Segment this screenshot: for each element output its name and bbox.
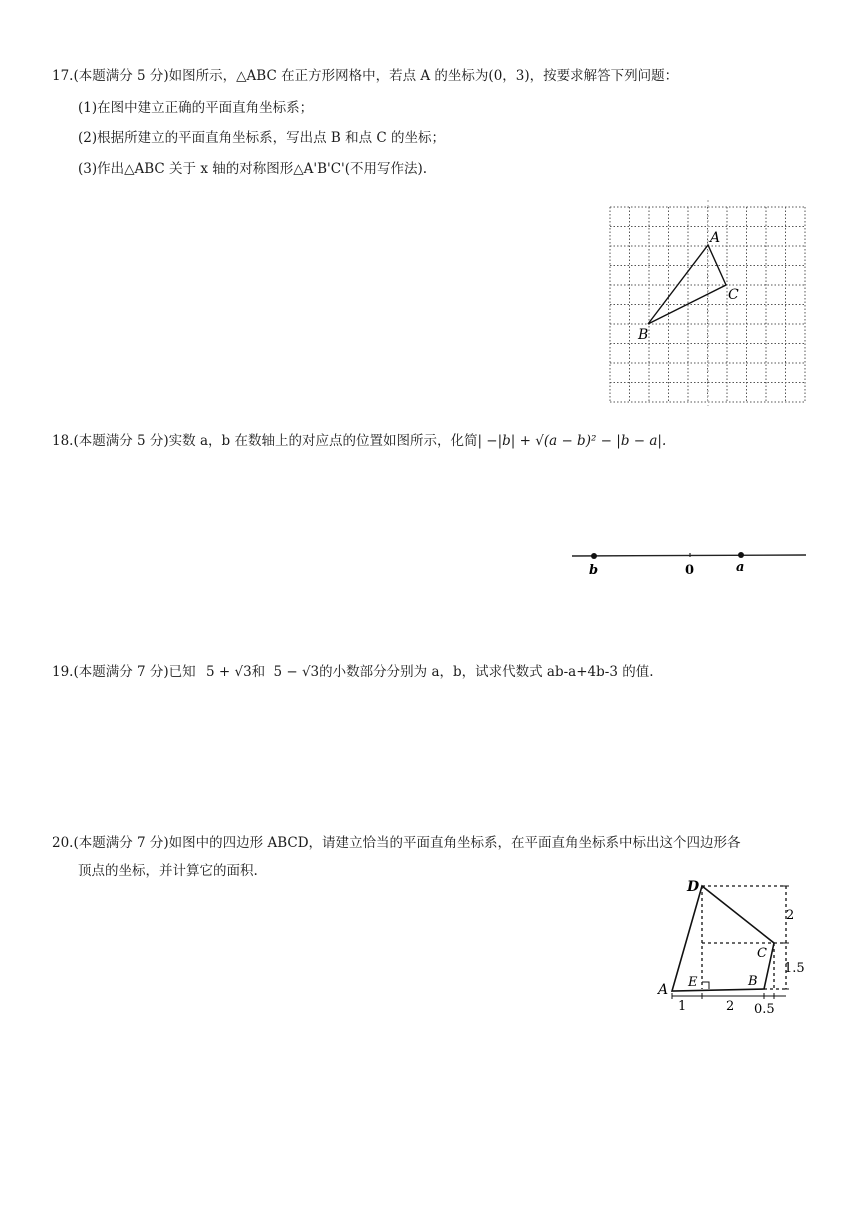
q18-axis: [572, 555, 806, 556]
q20-dim-1-5: 1.5: [784, 961, 805, 976]
q19-stem-suffix: 的小数部分分别为 a，b，试求代数式 ab-a+4b-3 的值.: [319, 664, 654, 680]
q20-label-c: C: [757, 946, 767, 961]
q19-line: [52, 660, 654, 680]
q19-expr1: 5 + √3: [205, 664, 252, 680]
q20-label-d: D: [687, 879, 700, 895]
q17-sub2: (2)根据所建立的平面直角坐标系，写出点 B 和点 C 的坐标；: [78, 130, 446, 146]
q17-sub3: (3)作出△ABC 关于 x 轴的对称图形△A'B'C'(不用写作法).: [78, 161, 428, 177]
q20-dim-2-bottom: 2: [726, 999, 735, 1014]
q17-label-c: C: [728, 287, 739, 303]
q20-dim-2-top: 2: [786, 908, 795, 923]
q19-expr2: 5 − √3: [273, 664, 320, 680]
q18-number-line: [568, 540, 814, 580]
q20-dim-0-5: 0.5: [754, 1002, 775, 1017]
q17-sub1: (1)在图中建立正确的平面直角坐标系；: [78, 100, 314, 116]
q20-label-e: E: [688, 975, 698, 990]
q18-point-b: [591, 553, 597, 559]
q20-dim-1: 1: [678, 999, 687, 1014]
q18-stem: 18.(本题满分 5 分)实数 a，b 在数轴上的对应点的位置如图所示，化简|: [52, 433, 482, 449]
q18-line: [52, 429, 666, 449]
q17-grid-figure: [604, 200, 810, 406]
q18-point-a: [738, 552, 744, 558]
q20-right-angle-mark: [702, 982, 709, 989]
q20-label-b: B: [748, 974, 758, 989]
q20-quadrilateral-figure: [654, 872, 814, 1020]
q20-stem-line1: 20.(本题满分 7 分)如图中的四边形 ABCD，请建立恰当的平面直角坐标系，在平面直角坐标系中标出这个四边形各: [52, 835, 741, 851]
q20-label-a: A: [658, 982, 669, 998]
q18-label-zero: 0: [685, 563, 695, 578]
q19-stem-prefix: 19.(本题满分 7 分)已知: [52, 664, 196, 680]
q17-stem: 17.(本题满分 5 分)如图所示，△ABC 在正方形网格中，若点 A 的坐标为(0，3)，按要求解答下列问题：: [52, 68, 679, 84]
q18-label-b: b: [589, 563, 599, 578]
q18-expression: −|b| + √(a − b)² − |b − a|.: [486, 433, 667, 449]
q20-stem-line2: 顶点的坐标，并计算它的面积.: [78, 863, 258, 879]
q17-label-b: B: [638, 327, 649, 343]
q17-label-a: A: [710, 230, 721, 246]
q18-label-a: a: [736, 560, 745, 575]
q19-conj: 和: [251, 664, 266, 680]
